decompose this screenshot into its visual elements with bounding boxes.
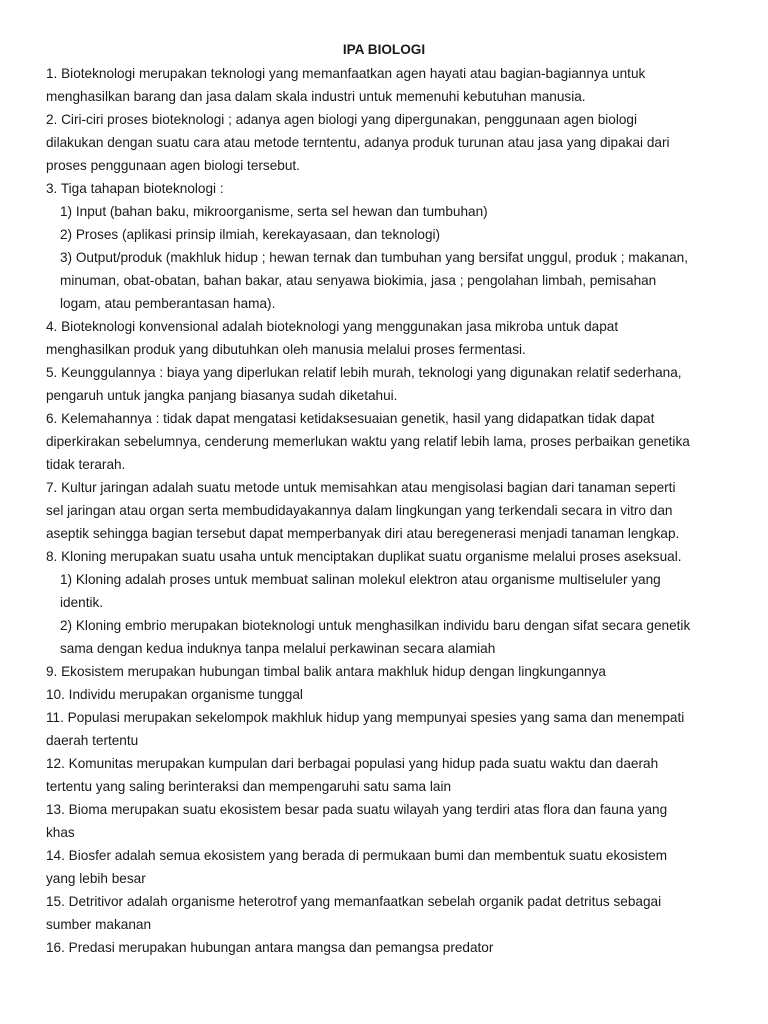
text-line: 3. Tiga tahapan bioteknologi : bbox=[46, 181, 224, 196]
text-line: minuman, obat-obatan, bahan bakar, atau senyawa biokimia, jasa ; pengolahan limbah, pemisahan bbox=[60, 273, 657, 288]
text-line: 12. Komunitas merupakan kumpulan dari berbagai populasi yang hidup pada suatu waktu dan daerah bbox=[46, 756, 659, 771]
text-line: pengaruh untuk jangka panjang biasanya sudah diketahui. bbox=[46, 388, 398, 403]
text-line: menghasilkan barang dan jasa dalam skala industri untuk memenuhi kebutuhan manusia. bbox=[46, 89, 586, 104]
text-line: sumber makanan bbox=[46, 917, 152, 932]
text-line: 5. Keunggulannya : biaya yang diperlukan relatif lebih murah, teknologi yang digunakan relatif sederhana, bbox=[46, 365, 682, 380]
text-line: 2) Proses (aplikasi prinsip ilmiah, kerekayasaan, dan teknologi) bbox=[60, 227, 441, 242]
text-line: sel jaringan atau organ serta membudidayakannya dalam lingkungan yang terkendali secara in vitro dan bbox=[46, 503, 673, 518]
text-line: 2. Ciri-ciri proses bioteknologi ; adanya agen biologi yang dipergunakan, penggunaan agen biologi bbox=[46, 112, 637, 127]
text-line: 1) Input (bahan baku, mikroorganisme, serta sel hewan dan tumbuhan) bbox=[60, 204, 488, 219]
text-line: 2) Kloning embrio merupakan bioteknologi untuk menghasilkan individu baru dengan sifat secara genetik bbox=[60, 618, 691, 633]
text-line: tidak terarah. bbox=[46, 457, 126, 472]
text-line: 16. Predasi merupakan hubungan antara mangsa dan pemangsa predator bbox=[46, 940, 494, 955]
text-line: khas bbox=[46, 825, 75, 840]
text-line: sama dengan kedua induknya tanpa melalui perkawinan secara alamiah bbox=[60, 641, 496, 656]
document-title: IPA BIOLOGI bbox=[342, 42, 426, 57]
text-line: 3) Output/produk (makhluk hidup ; hewan ternak dan tumbuhan yang bersifat unggul, produk ; makanan, bbox=[60, 250, 688, 265]
text-line: yang lebih besar bbox=[46, 871, 146, 886]
text-line: 15. Detritivor adalah organisme heterotrof yang memanfaatkan sebelah organik padat detritus sebagai bbox=[46, 894, 662, 909]
text-line: 10. Individu merupakan organisme tunggal bbox=[46, 687, 303, 702]
text-line: dilakukan dengan suatu cara atau metode terntentu, adanya produk turunan atau jasa yang dipakai dari bbox=[46, 135, 670, 150]
text-line: 1. Bioteknologi merupakan teknologi yang memanfaatkan agen hayati atau bagian-bagiannya untuk bbox=[46, 66, 646, 81]
text-line: diperkirakan sebelumnya, cenderung memerlukan waktu yang relatif lebih lama, proses perbaikan genetika bbox=[46, 434, 690, 449]
text-line: 4. Bioteknologi konvensional adalah bioteknologi yang menggunakan jasa mikroba untuk dapat bbox=[46, 319, 619, 334]
text-line: aseptik sehingga bagian tersebut dapat memperbanyak diri atau beregenerasi menjadi tanaman lengkap. bbox=[46, 526, 680, 541]
text-line: 11. Populasi merupakan sekelompok makhluk hidup yang mempunyai spesies yang sama dan menempati bbox=[46, 710, 685, 725]
text-line: 7. Kultur jaringan adalah suatu metode untuk memisahkan atau mengisolasi bagian dari tanaman seperti bbox=[46, 480, 676, 495]
text-line: 13. Bioma merupakan suatu ekosistem besar pada suatu wilayah yang terdiri atas flora dan fauna yang bbox=[46, 802, 668, 817]
text-line: 8. Kloning merupakan suatu usaha untuk menciptakan duplikat suatu organisme melalui proses aseksual. bbox=[46, 549, 682, 564]
text-line: 6. Kelemahannya : tidak dapat mengatasi ketidaksesuaian genetik, hasil yang didapatkan tidak dapat bbox=[46, 411, 655, 426]
text-line: tertentu yang saling berinteraksi dan mempengaruhi satu sama lain bbox=[46, 779, 452, 794]
text-line: 14. Biosfer adalah semua ekosistem yang berada di permukaan bumi dan membentuk suatu ekosistem bbox=[46, 848, 668, 863]
text-line: proses penggunaan agen biologi tersebut. bbox=[46, 158, 300, 173]
text-line: menghasilkan produk yang dibutuhkan oleh manusia melalui proses fermentasi. bbox=[46, 342, 526, 357]
text-line: 1) Kloning adalah proses untuk membuat salinan molekul elektron atau organisme multiseluler yang bbox=[60, 572, 661, 587]
text-line: identik. bbox=[60, 595, 104, 610]
text-line: logam, atau pemberantasan hama). bbox=[60, 296, 276, 311]
text-line: daerah tertentu bbox=[46, 733, 139, 748]
document-body bbox=[46, 62, 722, 959]
text-line: 9. Ekosistem merupakan hubungan timbal balik antara makhluk hidup dengan lingkungannya bbox=[46, 664, 606, 679]
